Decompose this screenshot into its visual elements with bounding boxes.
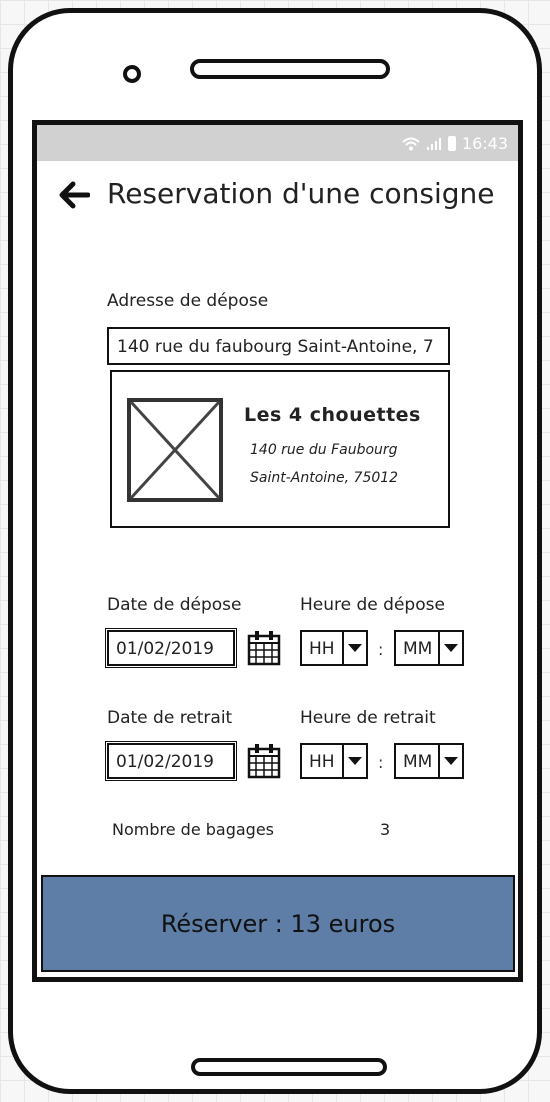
deposit-hour-value: HH	[309, 639, 335, 659]
pickup-minute-value: MM	[403, 752, 433, 772]
camera-icon	[123, 65, 141, 83]
home-button[interactable]	[191, 1058, 387, 1076]
pickup-date-label: Date de retrait	[107, 708, 233, 728]
reserve-button-label: Réserver : 13 euros	[160, 909, 396, 938]
deposit-hour-select[interactable]	[300, 630, 368, 666]
time-separator: :	[378, 753, 384, 772]
back-arrow-icon[interactable]	[58, 179, 90, 211]
app-screen	[32, 120, 523, 982]
calendar-icon[interactable]	[247, 743, 281, 779]
time-separator: :	[378, 640, 384, 659]
status-bar	[37, 125, 518, 161]
pickup-hour-value: HH	[309, 752, 335, 772]
battery-icon	[448, 136, 456, 151]
deposit-minute-value: MM	[403, 639, 433, 659]
dropdown-arrow-icon[interactable]	[342, 632, 366, 664]
place-address-line1: 140 rue du Faubourg	[250, 442, 398, 458]
luggage-label: Nombre de bagages	[112, 820, 274, 839]
deposit-address-label: Adresse de dépose	[107, 291, 269, 311]
deposit-minute-select[interactable]	[394, 630, 464, 666]
place-address-line2: Saint-Antoine, 75012	[250, 470, 399, 486]
reserve-button[interactable]	[41, 875, 515, 972]
wifi-icon	[402, 137, 420, 151]
deposit-address-input[interactable]: 140 rue du faubourg Saint-Antoine, 7	[107, 327, 450, 365]
dropdown-arrow-icon[interactable]	[342, 745, 366, 777]
deposit-date-label: Date de dépose	[107, 595, 242, 615]
page-title: Reservation d'une consigne	[107, 177, 495, 210]
dropdown-arrow-icon[interactable]	[438, 745, 462, 777]
place-name: Les 4 chouettes	[244, 404, 421, 426]
deposit-date-input[interactable]: 01/02/2019	[107, 630, 235, 666]
luggage-count[interactable]: 3	[380, 820, 391, 839]
deposit-time-label: Heure de dépose	[300, 595, 445, 615]
status-time: 16:43	[461, 134, 508, 153]
signal-icon	[426, 137, 442, 151]
place-card[interactable]	[110, 370, 450, 528]
pickup-minute-select[interactable]	[394, 743, 464, 779]
pickup-date-input[interactable]: 01/02/2019	[107, 743, 235, 779]
calendar-icon[interactable]	[247, 630, 281, 666]
speaker-grille	[190, 59, 390, 79]
dropdown-arrow-icon[interactable]	[438, 632, 462, 664]
pickup-hour-select[interactable]	[300, 743, 368, 779]
pickup-time-label: Heure de retrait	[300, 708, 436, 728]
image-placeholder-icon	[127, 398, 223, 502]
